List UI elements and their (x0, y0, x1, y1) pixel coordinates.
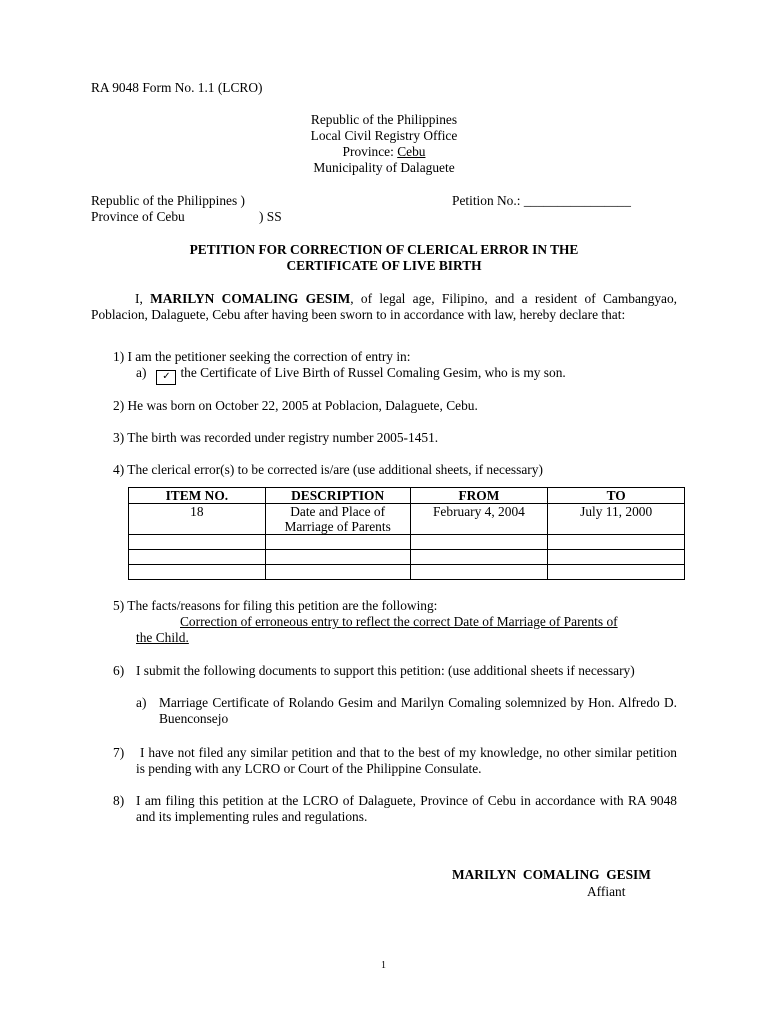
petition-no-label: Petition No.: (452, 193, 521, 208)
header-description: DESCRIPTION (265, 488, 410, 504)
header-province (0, 144, 768, 160)
table-row-empty (129, 535, 685, 550)
item-6a-text: Marriage Certificate of Rolando Gesim and Marilyn Comaling solemnized by Hon. Alfredo D. Buenconsejo (159, 695, 677, 726)
title-line1: PETITION FOR CORRECTION OF CLERICAL ERROR IN THE (189, 242, 579, 257)
item-1: 1) I am the petitioner seeking the correction of entry in: (113, 349, 411, 364)
item-8-number: 8) (113, 793, 125, 808)
title-line2: CERTIFICATE OF LIVE BIRTH (286, 258, 482, 273)
cell-to: July 11, 2000 (548, 504, 685, 535)
petition-no-blank: ________________ (523, 193, 631, 208)
item-1a (136, 365, 566, 385)
cell-description: Date and Place of Marriage of Parents (265, 504, 410, 535)
header-lcro: Local Civil Registry Office (310, 128, 458, 143)
header-item-no: ITEM NO. (129, 488, 266, 504)
form-id: RA 9048 Form No. 1.1 (LCRO) (91, 80, 263, 95)
table-header-row (129, 488, 685, 504)
affiant-name: MARILYN COMALING GESIM (452, 867, 651, 882)
header-republic: Republic of the Philippines (310, 112, 458, 127)
item-6a-prefix: a) (136, 695, 147, 710)
item-5-reason-line2: the Child. (136, 630, 189, 645)
header-municipality: Municipality of Dalaguete (313, 160, 455, 175)
table-row-empty (129, 565, 685, 580)
province-value: Cebu (397, 144, 426, 159)
item-2: 2) He was born on October 22, 2005 at Poblacion, Dalaguete, Cebu. (113, 398, 478, 413)
venue-province: Province of Cebu (91, 209, 185, 224)
item-7-number: 7) (113, 745, 125, 760)
affiant-title: Affiant (587, 884, 626, 899)
item-1a-text: the Certificate of Live Birth of Russel Comaling Gesim, who is my son. (180, 365, 566, 380)
petition-no (452, 193, 631, 209)
petitioner-name: MARILYN COMALING GESIM (150, 291, 351, 306)
cell-from: February 4, 2004 (410, 504, 548, 535)
table-row (129, 504, 685, 535)
item-4: 4) The clerical error(s) to be corrected is/are (use additional sheets, if necessary) (113, 462, 543, 477)
item-3: 3) The birth was recorded under registry number 2005-1451. (113, 430, 439, 445)
header-from: FROM (410, 488, 548, 504)
header-to: TO (548, 488, 685, 504)
page-number: 1 (381, 960, 386, 971)
item-6-text: I submit the following documents to support this petition: (use additional sheets if necessary) (136, 663, 635, 678)
item-7-text: I have not filed any similar petition and that to the best of my knowledge, no other similar petition is pending with any LCRO or Court of the Philippine Consulate. (136, 745, 677, 776)
venue-ss: ) SS (259, 209, 282, 224)
cell-item-no: 18 (129, 504, 266, 535)
venue-republic: Republic of the Philippines ) (91, 193, 245, 208)
item-5: 5) The facts/reasons for filing this petition are the following: (113, 598, 438, 613)
item-8-text: I am filing this petition at the LCRO of Dalaguete, Province of Cebu in accordance with RA 9048 and its implementing rules and regulations. (136, 793, 677, 824)
province-label: Province: (342, 144, 398, 159)
clerical-errors-table (128, 487, 685, 580)
table-row-empty (129, 550, 685, 565)
item-1a-prefix: a) (136, 365, 147, 380)
intro-prefix: I, (135, 291, 151, 306)
checked-checkbox-icon: ✓ (156, 370, 176, 385)
item-6-number: 6) (113, 663, 125, 678)
item-5-reason-line1: Correction of erroneous entry to reflect the correct Date of Marriage of Parents of (180, 614, 618, 629)
intro-paragraph (91, 291, 677, 323)
intro-rest: , of legal age, Filipino, and a resident of Cambangyao, Poblacion, Dalaguete, Cebu after having been sworn to in accordance with law, hereby declare that: (91, 291, 678, 322)
